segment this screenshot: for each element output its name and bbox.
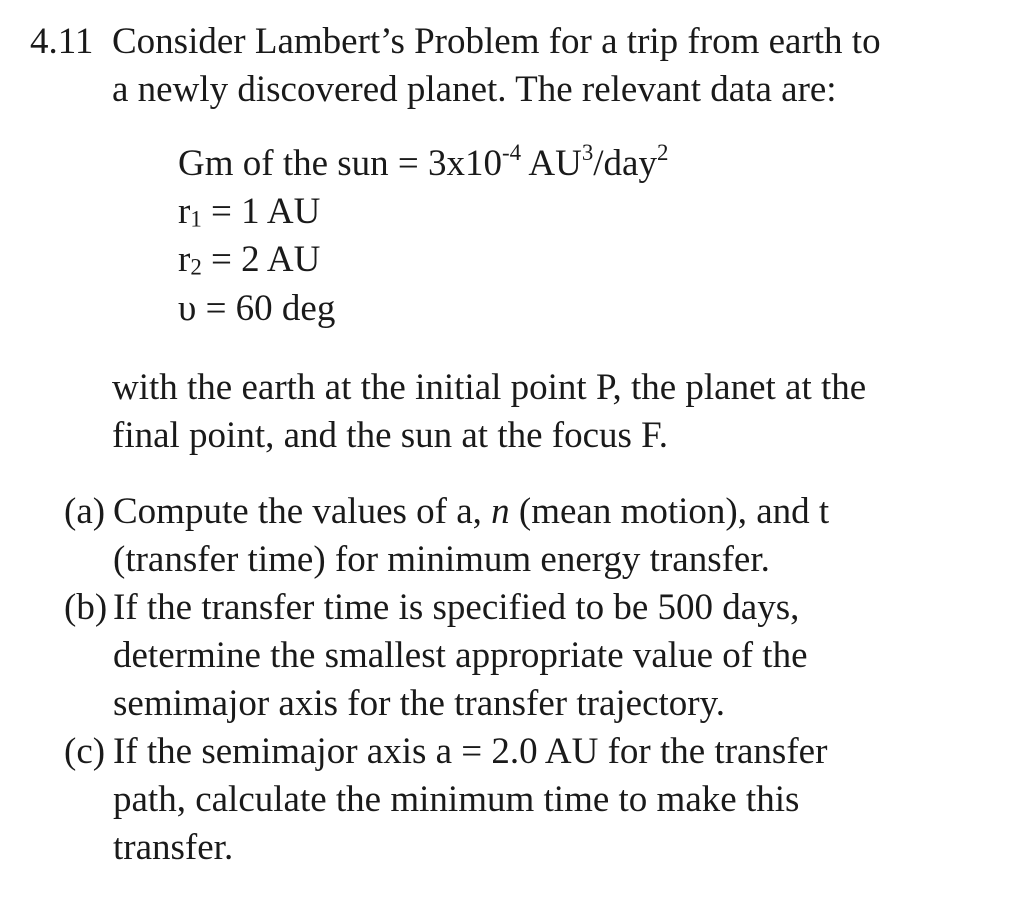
part-c-line-2: path, calculate the minimum time to make this [113,779,800,820]
problem-number: 4.11 [30,21,94,62]
part-b-line-3: semimajor axis for the transfer trajectory. [113,683,725,724]
problem-heading [30,20,881,64]
intro-line-2: a newly discovered planet. The relevant data are: [112,69,837,110]
given-r1: $r_1 = 1$ AU [178,191,321,232]
part-b-line-1: (b) If the transfer time is specified to be 500 days, [64,587,800,628]
context-line-2: final point, and the sun at the focus F. [112,415,669,456]
part-a-label: (a) [64,491,106,532]
context-line-1: with the earth at the initial point P, the planet at the [112,367,867,408]
part-c-line-1: (c) If the semimajor axis a = 2.0 AU for the transfer [64,731,828,772]
given-gm: Gm of the sun = $3x10^{-4}$ $AU^3/day^2$ [178,140,669,184]
given-r2: $r_2 = 2$ AU [178,239,321,280]
given-nu: υ = 60 deg [178,288,336,329]
intro-line-1: Consider Lambert’s Problem for a trip from earth to [112,21,881,62]
part-c-line-3: transfer. [113,827,234,868]
part-b-line-2: determine the smallest appropriate value of the [113,635,808,676]
part-a-line-1: (a) Compute the values of a, n (mean motion), and t [64,491,830,532]
part-b-label: (b) [64,587,108,628]
part-a-line-2: (transfer time) for minimum energy transfer. [113,539,770,580]
part-c-label: (c) [64,731,106,772]
